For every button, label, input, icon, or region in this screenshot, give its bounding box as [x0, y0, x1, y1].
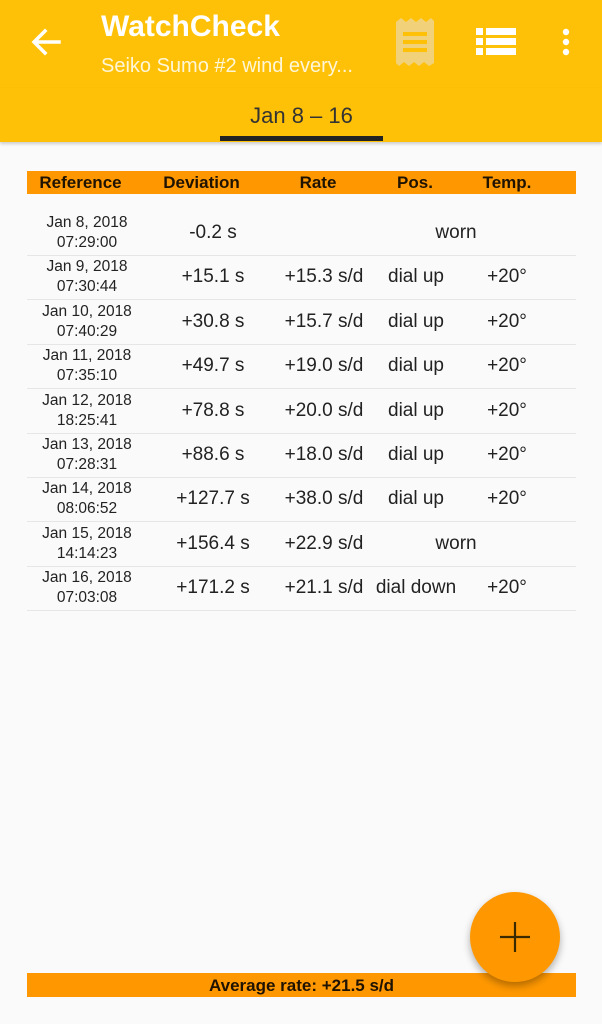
deviation-cell: +49.7 s: [181, 355, 245, 376]
app-title: WatchCheck: [101, 10, 280, 43]
add-measurement-button[interactable]: [470, 892, 560, 982]
position-cell: worn: [435, 533, 477, 554]
deviation-cell: +156.4 s: [176, 533, 250, 554]
back-button[interactable]: [26, 22, 66, 62]
reference-date: Jan 11, 2018: [42, 347, 132, 364]
rate-cell: +38.0 s/d: [284, 488, 364, 509]
add-icon: [498, 920, 532, 954]
reference-time: 18:25:41: [56, 412, 118, 429]
rate-cell: +22.9 s/d: [284, 533, 364, 554]
deviation-cell: +15.1 s: [181, 266, 245, 287]
temperature-cell: [469, 522, 545, 566]
reference-time: 07:28:31: [56, 456, 118, 473]
reference-time: 08:06:52: [56, 500, 118, 517]
rate-cell: +19.0 s/d: [284, 355, 364, 376]
position-cell: dial up: [388, 311, 444, 332]
temperature-cell: +20°: [487, 400, 527, 421]
reference-time: 14:14:23: [56, 545, 118, 562]
reference-cell: [27, 433, 147, 477]
rate-cell: +18.0 s/d: [284, 444, 364, 465]
reference-date: Jan 15, 2018: [42, 525, 132, 542]
list-view-icon: [474, 22, 518, 62]
reference-cell: [27, 389, 147, 433]
table-row[interactable]: [27, 300, 576, 345]
more-vert-icon: [554, 22, 578, 62]
reference-time: 07:03:08: [56, 589, 118, 606]
temperature-cell: +20°: [487, 311, 527, 332]
rate-cell: [274, 211, 374, 255]
column-header-reference: Reference: [39, 173, 122, 192]
overflow-menu-button[interactable]: [554, 22, 578, 62]
reference-cell: [27, 344, 147, 388]
arrow-back-icon: [26, 22, 66, 62]
table-row[interactable]: [27, 477, 576, 522]
table-row[interactable]: [27, 344, 576, 389]
average-rate-bar: Average rate: +21.5 s/d: [27, 973, 576, 997]
temperature-cell: +20°: [487, 577, 527, 598]
reference-date: Jan 13, 2018: [42, 436, 132, 453]
temperature-cell: +20°: [487, 355, 527, 376]
position-cell: worn: [435, 222, 477, 243]
reference-date: Jan 12, 2018: [42, 392, 132, 409]
list-view-button[interactable]: [474, 22, 518, 62]
position-cell: dial up: [388, 266, 444, 287]
receipt-button[interactable]: [392, 18, 438, 66]
column-header-rate: Rate: [299, 173, 337, 192]
table-row[interactable]: [27, 211, 576, 256]
tab-bar: [0, 88, 602, 142]
reference-cell: [27, 566, 147, 610]
reference-date: Jan 9, 2018: [46, 258, 128, 275]
reference-time: 07:40:29: [56, 323, 118, 340]
temperature-cell: +20°: [487, 266, 527, 287]
deviation-cell: +171.2 s: [176, 577, 250, 598]
temperature-cell: [469, 211, 545, 255]
deviation-cell: -0.2 s: [189, 222, 237, 243]
temperature-cell: +20°: [487, 444, 527, 465]
deviation-cell: +88.6 s: [181, 444, 245, 465]
app-subtitle: Seiko Sumo #2 wind every...: [101, 55, 353, 77]
reference-date: Jan 16, 2018: [42, 569, 132, 586]
reference-cell: [27, 522, 147, 566]
reference-date: Jan 14, 2018: [42, 480, 132, 497]
reference-date: Jan 8, 2018: [46, 214, 128, 231]
reference-cell: [27, 477, 147, 521]
reference-time: 07:35:10: [56, 367, 118, 384]
deviation-cell: +30.8 s: [181, 311, 245, 332]
reference-date: Jan 10, 2018: [42, 303, 132, 320]
rate-cell: +15.7 s/d: [284, 311, 364, 332]
column-header-pos: Pos.: [397, 173, 433, 192]
deviation-cell: +127.7 s: [176, 488, 250, 509]
rate-cell: +21.1 s/d: [284, 577, 364, 598]
temperature-cell: +20°: [487, 488, 527, 509]
position-cell: dial up: [388, 488, 444, 509]
table-header: [27, 171, 576, 194]
reference-time: 07:30:44: [56, 278, 118, 295]
rate-cell: +15.3 s/d: [284, 266, 364, 287]
table-row[interactable]: [27, 522, 576, 567]
reference-cell: [27, 300, 147, 344]
position-cell: dial up: [388, 355, 444, 376]
reference-cell: [27, 211, 147, 255]
tab-date-range[interactable]: Jan 8 – 16: [250, 103, 353, 128]
receipt-icon: [392, 18, 438, 66]
column-header-deviation: Deviation: [163, 173, 240, 192]
table-row[interactable]: [27, 389, 576, 434]
table-row[interactable]: [27, 255, 576, 300]
position-cell: dial up: [388, 400, 444, 421]
position-cell: dial up: [388, 444, 444, 465]
deviation-cell: +78.8 s: [181, 400, 245, 421]
table-row[interactable]: [27, 566, 576, 611]
column-header-temp: Temp.: [482, 173, 532, 192]
table-row[interactable]: [27, 433, 576, 478]
tab-indicator: [220, 136, 383, 141]
reference-time: 07:29:00: [56, 234, 118, 251]
position-cell: dial down: [375, 577, 457, 598]
reference-cell: [27, 255, 147, 299]
rate-cell: +20.0 s/d: [284, 400, 364, 421]
app-bar: [0, 0, 602, 88]
